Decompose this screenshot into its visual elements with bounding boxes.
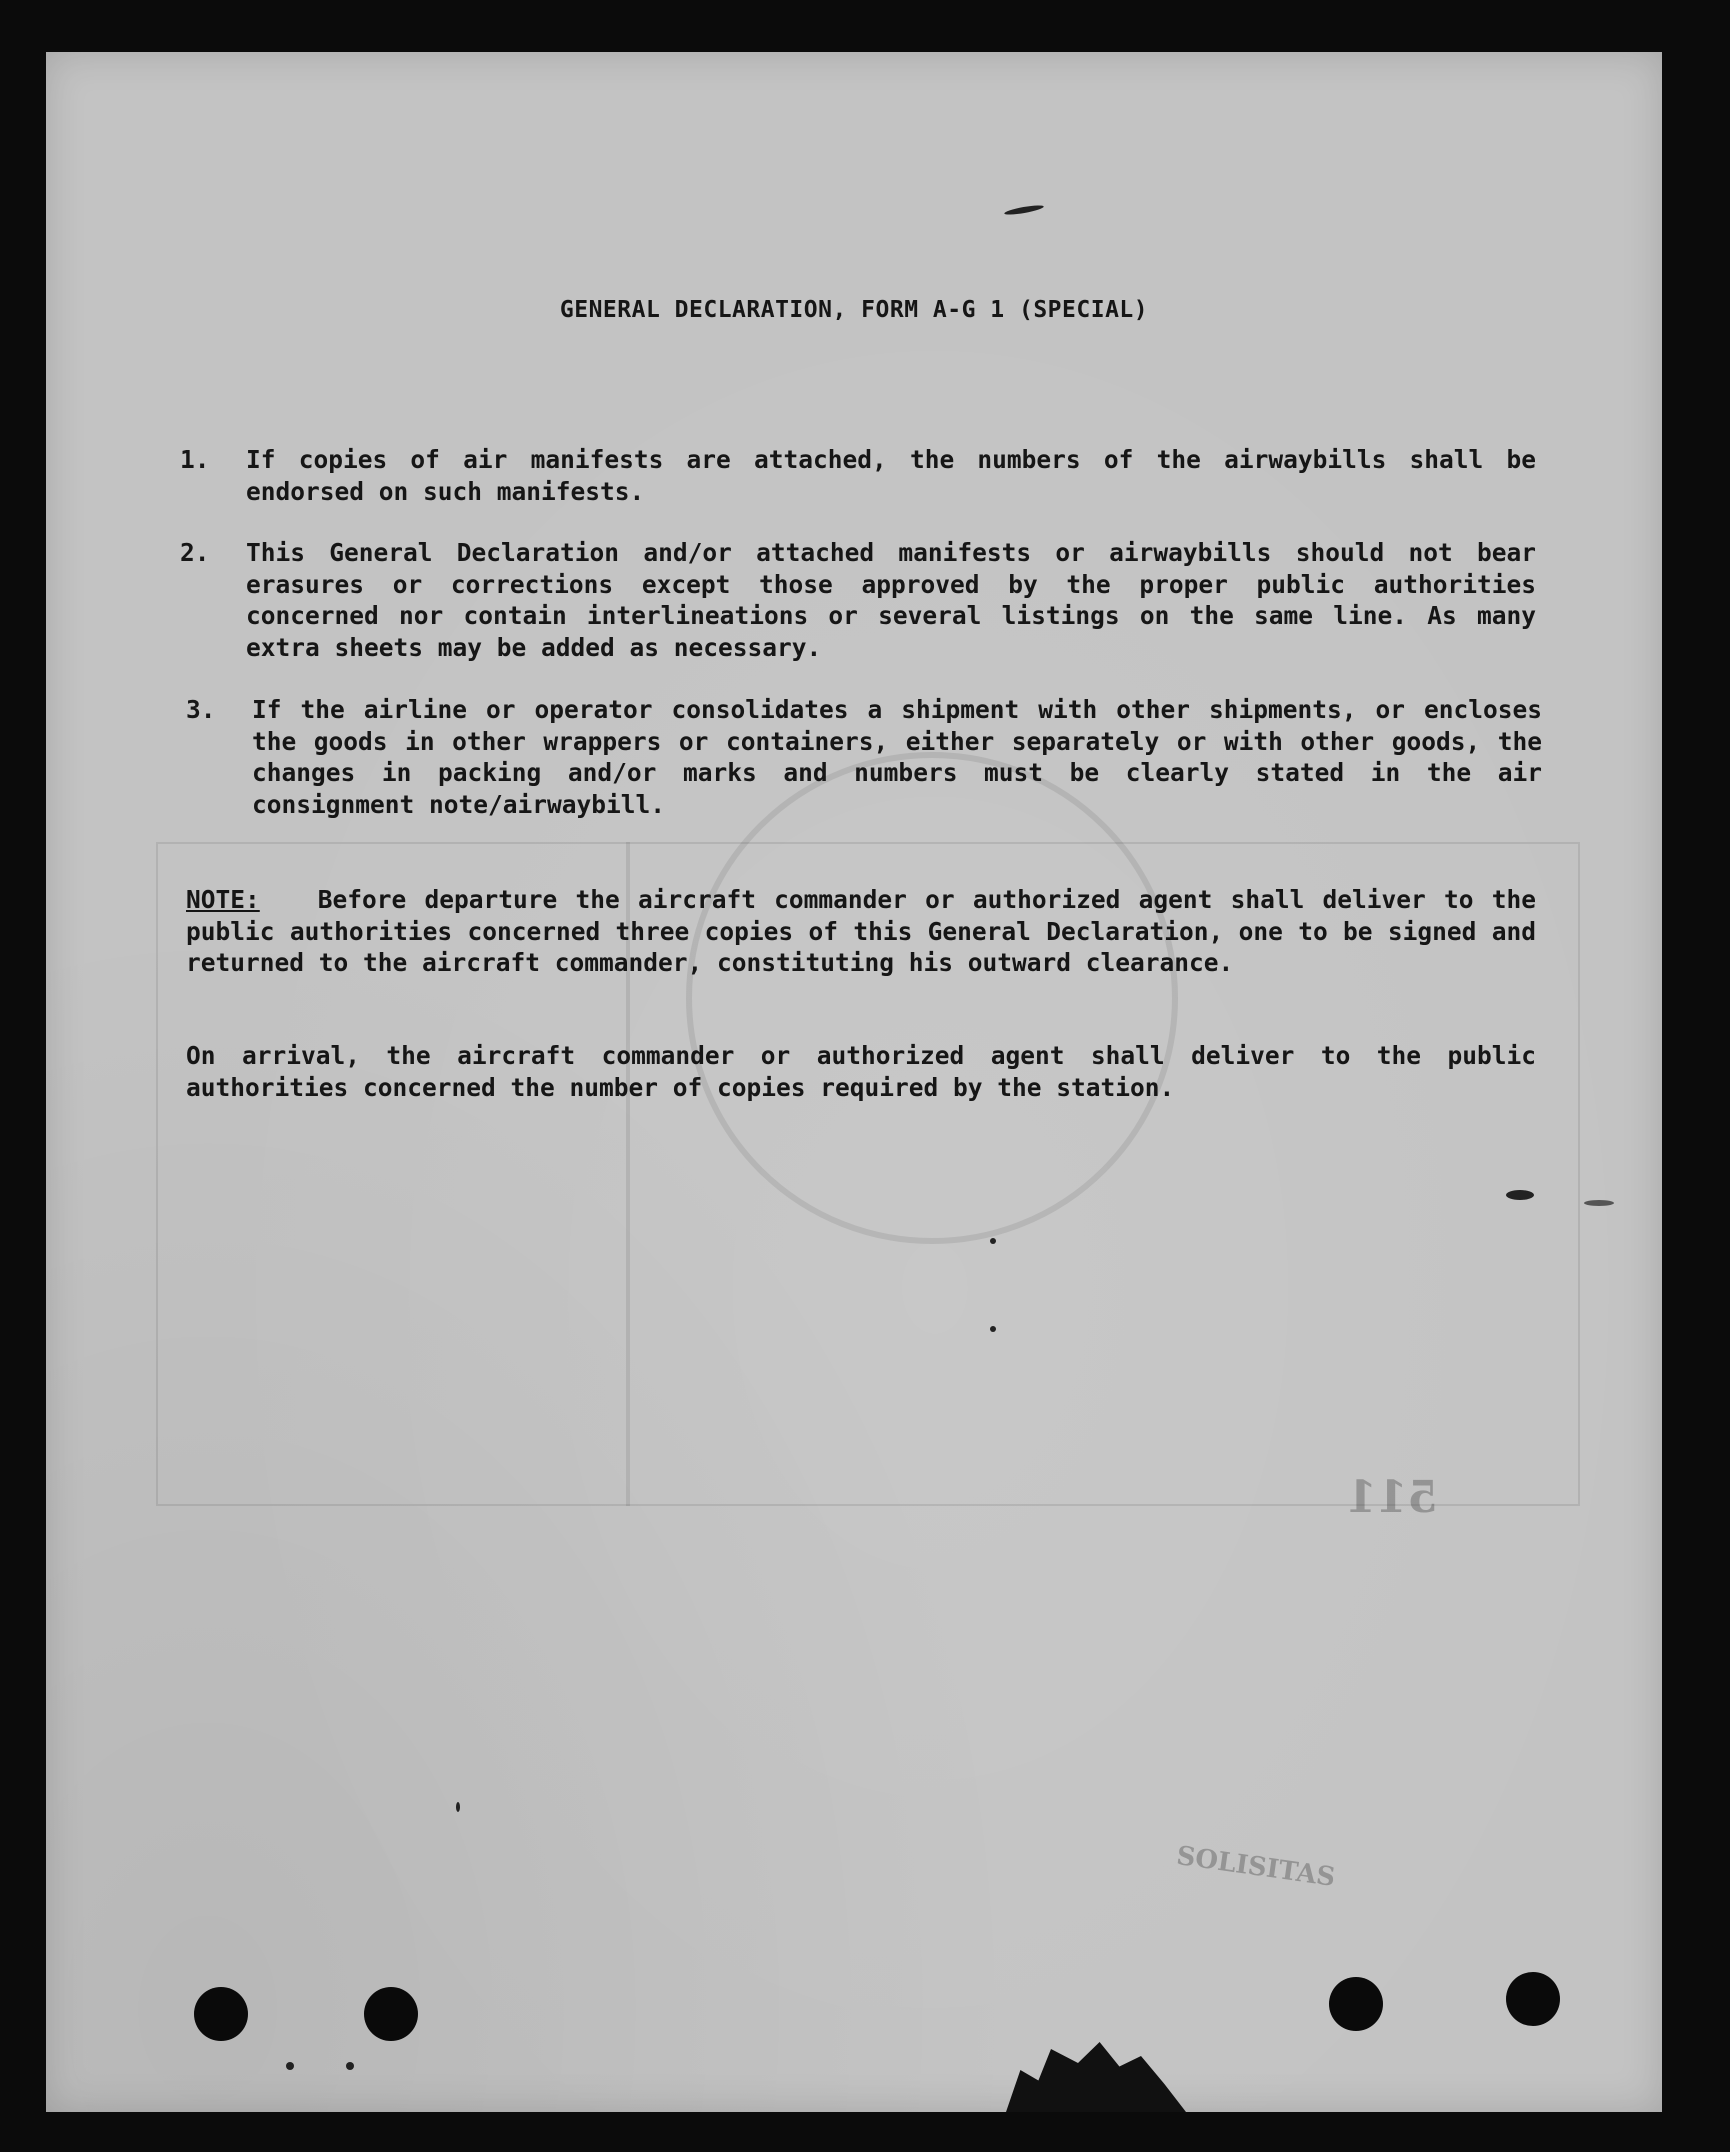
punch-hole <box>1329 1977 1383 2031</box>
bleed-through-stamp: SOLISITAS <box>1174 1841 1337 1893</box>
item-number: 2. <box>180 538 210 567</box>
instruction-item-1 <box>180 444 1580 514</box>
document-title: GENERAL DECLARATION, FORM A-G 1 (SPECIAL) <box>559 297 1149 323</box>
item-text: If copies of air manifests are attached, the numbers of the airwaybills shall be endorsed on such manifests. <box>246 445 1536 506</box>
ink-speck <box>1506 1190 1534 1200</box>
instruction-item-3 <box>186 694 1586 824</box>
punch-hole <box>1506 1972 1560 2026</box>
item-text: If the airline or operator consolidates a shipment with other shipments, or encloses the goods in other wrappers or containers, either separately or with other goods, the changes in packing and/or marks and numbers must be clearly stated in the air consignment note/airwaybill. <box>252 695 1542 819</box>
ink-speck <box>1584 1200 1614 1206</box>
bleed-through-number: 511 <box>1346 1472 1438 1523</box>
ink-speck <box>990 1326 996 1332</box>
item-number: 1. <box>180 445 210 474</box>
arrival-text: On arrival, the aircraft commander or authorized agent shall deliver to the public authorities concerned the number of copies required by the station. <box>186 1041 1536 1102</box>
note-paragraph <box>186 884 1536 979</box>
arrival-paragraph <box>186 1040 1536 1103</box>
ink-speck <box>286 2062 294 2070</box>
document-content <box>46 52 1662 2112</box>
document-page <box>46 52 1662 2112</box>
ink-speck <box>456 1802 460 1812</box>
note-text: Before departure the aircraft commander or authorized agent shall deliver to the public authorities concerned three copies of this General Declaration, one to be signed and returned to the aircraft commander, constituting his outward clearance. <box>186 885 1536 977</box>
instruction-item-2 <box>180 537 1580 667</box>
note-label: NOTE: <box>186 885 260 914</box>
ink-speck <box>346 2062 354 2070</box>
item-text: This General Declaration and/or attached manifests or airwaybills should not bear erasures or corrections except those approved by the proper public authorities concerned nor contain interlineations or several listings on the same line. As many extra sheets may be added as necessary. <box>246 538 1536 662</box>
punch-hole <box>194 1987 248 2041</box>
punch-hole <box>364 1987 418 2041</box>
item-number: 3. <box>186 695 216 724</box>
ink-speck <box>990 1238 996 1244</box>
